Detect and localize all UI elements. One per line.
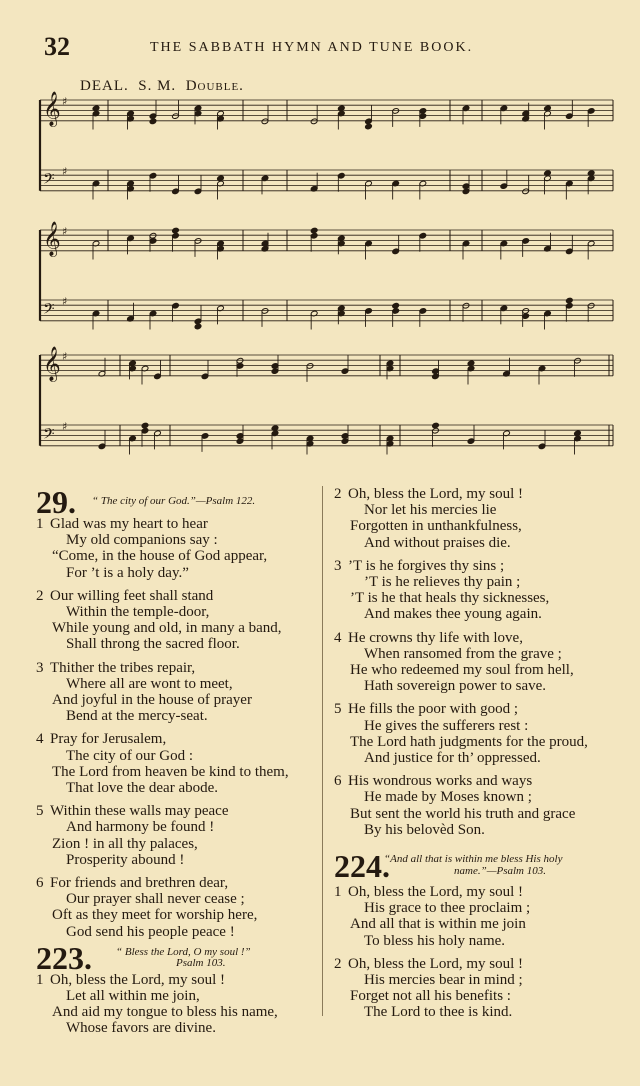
verse-line [36, 636, 326, 652]
verse-line [36, 1020, 326, 1036]
hymn-number: 29. [36, 484, 76, 520]
note-head [566, 297, 574, 304]
verse-text: Within these walls may peace [50, 803, 229, 820]
note-head [392, 302, 400, 309]
verse-text: And joyful in the house of prayer [52, 692, 252, 709]
verse-line [334, 806, 634, 822]
verse-line [36, 676, 326, 692]
hymn-epigraph: “And all that is within me bless His holy [384, 853, 563, 866]
verse-line [334, 646, 634, 662]
verse-text: Zion ! in all thy palaces, [52, 835, 198, 852]
verse-line [36, 532, 326, 548]
verse-text: For ’t is a holy day.” [66, 564, 189, 581]
verse-line [36, 604, 326, 620]
hymn-224-verses [334, 884, 634, 1021]
verse-text: Nor let his mercies lie [364, 502, 497, 519]
verse-text: And aid my tongue to bless his name, [52, 1004, 278, 1021]
verse-text: Bend at the mercy-seat. [66, 708, 208, 725]
verse-text: To bless his holy name. [364, 932, 506, 949]
hymn-224-heading [334, 850, 634, 884]
verse-line [334, 701, 634, 717]
verse-line [334, 972, 634, 988]
verse-line [334, 662, 634, 678]
key-signature-sharp: ♯ [62, 295, 68, 309]
verse-line [36, 988, 326, 1004]
tune-meter: S. M. [138, 78, 177, 94]
verse-text: He made by Moses known ; [364, 789, 532, 806]
verse-number: 2 [334, 486, 342, 502]
hymn-number: 224. [334, 848, 390, 885]
verse-text: He gives the sufferers rest : [364, 717, 529, 734]
note-head [172, 227, 180, 234]
verse-line [36, 852, 326, 868]
verse-text: He who redeemed my soul from hell, [350, 662, 574, 679]
verse-line [334, 606, 634, 622]
verse-line [334, 933, 634, 949]
verse-number: 1 [36, 516, 44, 532]
verse-text: The Lord from heaven be kind to them, [52, 763, 289, 780]
verse-number: 1 [36, 971, 44, 988]
music-score [0, 0, 640, 480]
verse-line [334, 718, 634, 734]
verse-text: While young and old, in many a band, [52, 620, 282, 637]
verse-text: My old companions say : [66, 532, 218, 549]
verse-line [334, 734, 634, 750]
verse-line [36, 548, 326, 564]
verse-line [334, 916, 634, 932]
verse-number: 6 [334, 773, 342, 790]
tune-form: Double. [185, 78, 244, 94]
verse-number: 1 [334, 884, 342, 901]
verse-text: ’T is he relieves thy pain ; [364, 574, 521, 591]
hymn-29-heading [36, 484, 326, 520]
verse-number: 5 [334, 701, 342, 718]
key-signature-sharp: ♯ [62, 420, 68, 434]
verse-line [36, 780, 326, 796]
verse-line [36, 819, 326, 835]
verse-text: That love the dear abode. [66, 780, 219, 797]
verse-line [36, 907, 326, 923]
verse-text: He crowns thy life with love, [348, 629, 523, 646]
verse-text: Thither the tribes repair, [50, 659, 196, 676]
hymn-223-verses-part2 [334, 486, 634, 838]
verse-text: Oft as they meet for worship here, [52, 907, 258, 924]
left-column [36, 486, 326, 1037]
verse-number: 2 [334, 955, 342, 972]
verse-text: Our prayer shall never cease ; [66, 891, 245, 908]
verse-text: Forget not all his benefits : [350, 988, 511, 1005]
verse-text: The city of our God : [66, 747, 194, 764]
hymn-epigraph: “ The city of our God.”—Psalm 122. [92, 495, 256, 507]
verse-line [334, 822, 634, 838]
note-head [432, 422, 440, 429]
verse-text: The Lord hath judgments for the proud, [350, 733, 588, 750]
verse-line [334, 678, 634, 694]
page-number: 32 [44, 32, 70, 61]
verse-text: Our willing feet shall stand [50, 587, 214, 604]
verse-text: His mercies bear in mind ; [364, 972, 523, 989]
key-signature-sharp: ♯ [62, 225, 68, 239]
verse-line [334, 558, 634, 574]
verse-line [36, 1004, 326, 1020]
note-head [365, 123, 373, 130]
verse-line [334, 900, 634, 916]
verse-line [36, 708, 326, 724]
verse-line [36, 891, 326, 907]
running-title: THE SABBATH HYMN AND TUNE BOOK. [150, 40, 474, 55]
verse-text: Oh, bless the Lord, my soul ! [348, 884, 523, 901]
verse-line [334, 535, 634, 551]
verse-text: His wondrous works and ways [348, 773, 533, 790]
verse-line [334, 590, 634, 606]
key-signature-sharp: ♯ [62, 165, 68, 179]
verse-text: Where all are wont to meet, [66, 675, 233, 692]
bass-clef: 𝄢 [43, 170, 55, 192]
verse-line [334, 518, 634, 534]
verse-number: 2 [36, 587, 44, 604]
verse-line [36, 660, 326, 676]
hymn-29-verses [36, 516, 326, 940]
verse-text: He fills the poor with good ; [348, 701, 518, 718]
verse-text: God send his people peace ! [66, 923, 235, 940]
hymn-epigraph-reference: Psalm 103. [176, 956, 226, 969]
verse-line [334, 486, 634, 502]
verse-line [334, 789, 634, 805]
verse-line [334, 574, 634, 590]
verse-line [36, 764, 326, 780]
verse-text: And all that is within me join [350, 916, 526, 933]
verse-line [334, 750, 634, 766]
verse-text: For friends and brethren dear, [50, 875, 229, 892]
verse-line [36, 620, 326, 636]
verse-line [334, 773, 634, 789]
verse-text: Pray for Jerusalem, [50, 731, 167, 748]
verse-number: 4 [36, 731, 44, 748]
verse-line [36, 748, 326, 764]
verse-text: By his belovèd Son. [364, 821, 485, 838]
verse-text: Within the temple-door, [66, 604, 210, 621]
verse-number: 3 [36, 659, 44, 676]
hymn-number: 223. [36, 939, 92, 976]
verse-text: Glad was my heart to hear [50, 516, 208, 532]
verse-text: Forgotten in unthankfulness, [350, 518, 522, 535]
verse-text: Shall throng the sacred floor. [66, 636, 240, 653]
verse-text: Whose favors are divine. [66, 1020, 216, 1037]
note-head [141, 422, 149, 429]
hymn-epigraph-reference: name.”—Psalm 103. [454, 865, 546, 878]
note-head [149, 118, 157, 125]
hymn-epigraph: “ Bless the Lord, O my soul !” [116, 945, 251, 958]
verse-text: Oh, bless the Lord, my soul ! [348, 486, 523, 502]
verse-line [334, 1004, 634, 1020]
hymn-223-verses-part1 [36, 972, 326, 1037]
treble-clef: 𝄞 [43, 221, 61, 257]
note-head [194, 323, 202, 330]
verse-line [36, 692, 326, 708]
verse-text: And without praises die. [364, 534, 511, 551]
verse-text: His grace to thee proclaim ; [364, 900, 531, 917]
verse-line [36, 565, 326, 581]
tune-name: DEAL. [80, 78, 129, 94]
verse-text: Oh, bless the Lord, my soul ! [348, 955, 523, 972]
verse-line [36, 588, 326, 604]
verse-line [36, 875, 326, 891]
verse-text: But sent the world his truth and grace [350, 805, 576, 822]
verse-line [334, 502, 634, 518]
verse-text: When ransomed from the grave ; [364, 645, 562, 662]
verse-line [36, 924, 326, 940]
verse-text: Oh, bless the Lord, my soul ! [50, 971, 225, 988]
note-head [310, 227, 318, 234]
bass-clef: 𝄢 [43, 300, 55, 322]
verse-line [36, 803, 326, 819]
verse-number: 4 [334, 629, 342, 646]
right-column [334, 486, 634, 1021]
verse-text: Prosperity abound ! [66, 851, 185, 868]
verse-line [334, 956, 634, 972]
verse-text: Let all within me join, [66, 988, 200, 1005]
verse-text: “Come, in the house of God appear, [52, 548, 268, 565]
verse-text: ’T is he forgives thy sins ; [348, 557, 505, 574]
key-signature-sharp: ♯ [62, 95, 68, 109]
verse-number: 3 [334, 557, 342, 574]
verse-line [334, 988, 634, 1004]
verse-line [36, 836, 326, 852]
column-divider [322, 486, 323, 1016]
verse-text: And justice for th’ oppressed. [364, 750, 541, 767]
verse-line [36, 731, 326, 747]
verse-text: Hath sovereign power to save. [364, 678, 547, 695]
verse-number: 5 [36, 803, 44, 820]
verse-line [334, 884, 634, 900]
verse-text: ’T is he that heals thy sicknesses, [350, 590, 550, 607]
verse-number: 6 [36, 875, 44, 892]
verse-text: The Lord to thee is kind. [364, 1004, 513, 1021]
verse-line [334, 630, 634, 646]
key-signature-sharp: ♯ [62, 350, 68, 364]
verse-text: And makes thee young again. [364, 606, 542, 623]
hymn-223-heading [36, 939, 326, 976]
bass-clef: 𝄢 [43, 425, 55, 447]
treble-clef: 𝄞 [43, 346, 61, 382]
verse-text: And harmony be found ! [66, 819, 215, 836]
treble-clef: 𝄞 [43, 91, 61, 127]
verse-line [36, 516, 326, 532]
